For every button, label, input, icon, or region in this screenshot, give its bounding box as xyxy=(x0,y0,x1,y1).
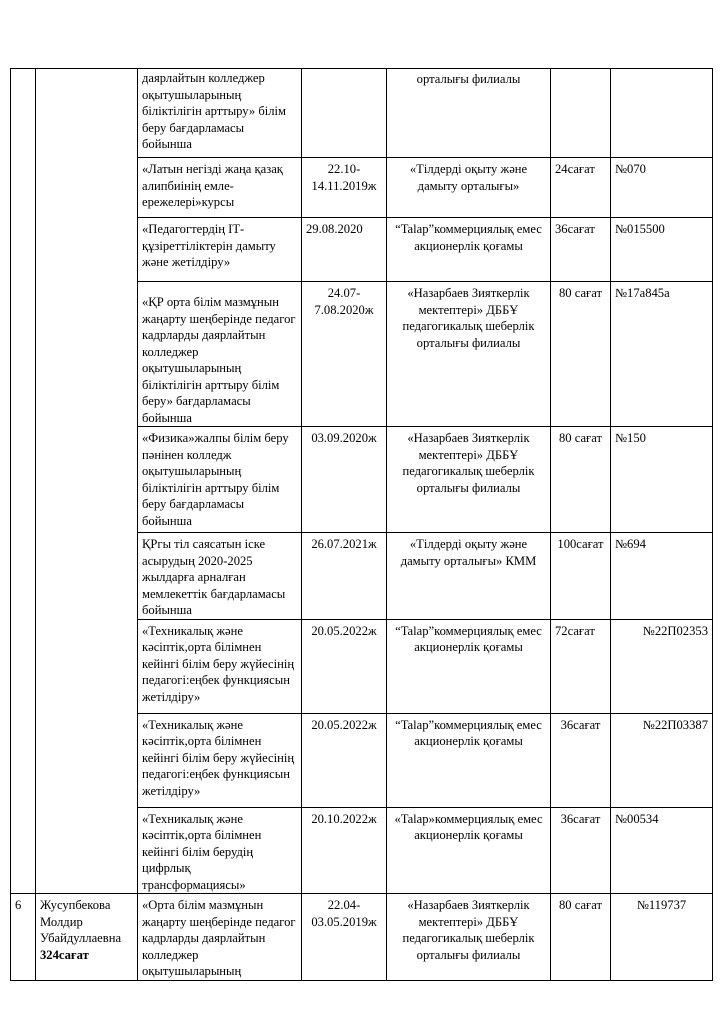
course-cell: «Техникалық және кәсіптік,орта білімнен кейінгі білім берудің цифрлық трансформациясы» xyxy=(138,807,302,894)
certificate-cell: №070 xyxy=(611,158,713,218)
course-cell: «Техникалық және кәсіптік,орта білімнен кейінгі білім беру жүйесінің педагогі:еңбек функциясын жетілдіру» xyxy=(138,713,302,807)
certificate-cell: №150 xyxy=(611,427,713,533)
training-table xyxy=(10,68,713,981)
hours-cell: 36сағат xyxy=(551,807,611,894)
certificate-cell: №22П03387 xyxy=(611,713,713,807)
date-cell: 29.08.2020 xyxy=(302,218,387,282)
teacher-name-cell xyxy=(36,69,138,894)
hours-cell: 36сағат xyxy=(551,218,611,282)
row-number-cell: 6 xyxy=(11,894,36,981)
organization-cell: «Назарбаев Зияткерлік мектептері» ДББҰ педагогикалық шеберлік орталығы филиалы xyxy=(387,427,551,533)
hours-cell: 72сағат xyxy=(551,619,611,713)
certificate-cell: №119737 xyxy=(611,894,713,981)
date-cell: 20.05.2022ж xyxy=(302,713,387,807)
organization-cell: “Talap”коммерциялық емес акционерлік қоғамы xyxy=(387,619,551,713)
certificate-cell: №17а845а xyxy=(611,282,713,427)
hours-cell: 80 сағат xyxy=(551,427,611,533)
course-cell: даярлайтын колледжер оқытушыларының біліктілігін арттыру» білім беру бағдарламасы бойынша xyxy=(138,69,302,158)
teacher-total-hours: 324сағат xyxy=(40,947,89,962)
date-cell: 26.07.2021ж xyxy=(302,533,387,620)
date-cell: 22.04-03.05.2019ж xyxy=(302,894,387,981)
teacher-name-cell xyxy=(36,894,138,981)
organization-cell: «Назарбаев Зияткерлік мектептері» ДББҰ педагогикалық шеберлік орталығы филиалы xyxy=(387,282,551,427)
organization-cell: “Talap”коммерциялық емес акционерлік қоғамы xyxy=(387,713,551,807)
hours-cell: 100сағат xyxy=(551,533,611,620)
certificate-cell xyxy=(611,69,713,158)
organization-cell: “Talap”коммерциялық емес акционерлік қоғамы xyxy=(387,218,551,282)
date-cell: 03.09.2020ж xyxy=(302,427,387,533)
hours-cell: 36сағат xyxy=(551,713,611,807)
certificate-cell: №22П02353 xyxy=(611,619,713,713)
course-cell: «Орта білім мазмұнын жаңарту шеңберінде педагог кадрларды даярлайтын колледжер оқытушыларының xyxy=(138,894,302,981)
table-row xyxy=(11,69,713,158)
course-cell: «ҚР орта білім мазмұнын жаңарту шеңберінде педагог кадрларды даярлайтын колледжер оқытушыларының біліктілігін арттыру білім беру» бағдарламасы бойынша xyxy=(138,282,302,427)
course-cell: ҚРгы тіл саясатын іске асырудың 2020-2025 жылдарға арналған мемлекеттік бағдарламасы бойынша xyxy=(138,533,302,620)
date-cell: 22.10-14.11.2019ж xyxy=(302,158,387,218)
hours-cell: 80 сағат xyxy=(551,894,611,981)
date-cell: 20.05.2022ж xyxy=(302,619,387,713)
course-cell: «Физика»жалпы білім беру пәнінен колледж оқытушыларының біліктілігін арттыру білім беру бағдарламасы бойынша xyxy=(138,427,302,533)
table-row xyxy=(11,894,713,981)
teacher-name: Жусупбекова Молдир Убайдуллаевна xyxy=(40,898,122,945)
hours-cell: 24сағат xyxy=(551,158,611,218)
date-cell: 24.07-7.08.2020ж xyxy=(302,282,387,427)
certificate-cell: №015500 xyxy=(611,218,713,282)
course-cell: «Латын негізді жаңа қазақ алипбиінің емле-ережелері»курсы xyxy=(138,158,302,218)
hours-cell: 80 сағат xyxy=(551,282,611,427)
certificate-cell: №00534 xyxy=(611,807,713,894)
organization-cell: «Тілдерді оқыту және дамыту орталығы» КММ xyxy=(387,533,551,620)
date-cell xyxy=(302,69,387,158)
row-number-cell xyxy=(11,69,36,894)
course-cell: «Педагогтердің ІТ-құзіреттіліктерін дамыту және жетілдіру» xyxy=(138,218,302,282)
certificate-cell: №694 xyxy=(611,533,713,620)
organization-cell: «Назарбаев Зияткерлік мектептері» ДББҰ педагогикалық шеберлік орталығы филиалы xyxy=(387,894,551,981)
date-cell: 20.10.2022ж xyxy=(302,807,387,894)
hours-cell xyxy=(551,69,611,158)
organization-cell: «Тілдерді оқыту және дамыту орталығы» xyxy=(387,158,551,218)
organization-cell: «Talap»коммерциялық емес акционерлік қоғамы xyxy=(387,807,551,894)
course-cell: «Техникалық және кәсіптік,орта білімнен кейінгі білім беру жүйесінің педагогі:еңбек функциясын жетілдіру» xyxy=(138,619,302,713)
organization-cell: орталығы филиалы xyxy=(387,69,551,158)
